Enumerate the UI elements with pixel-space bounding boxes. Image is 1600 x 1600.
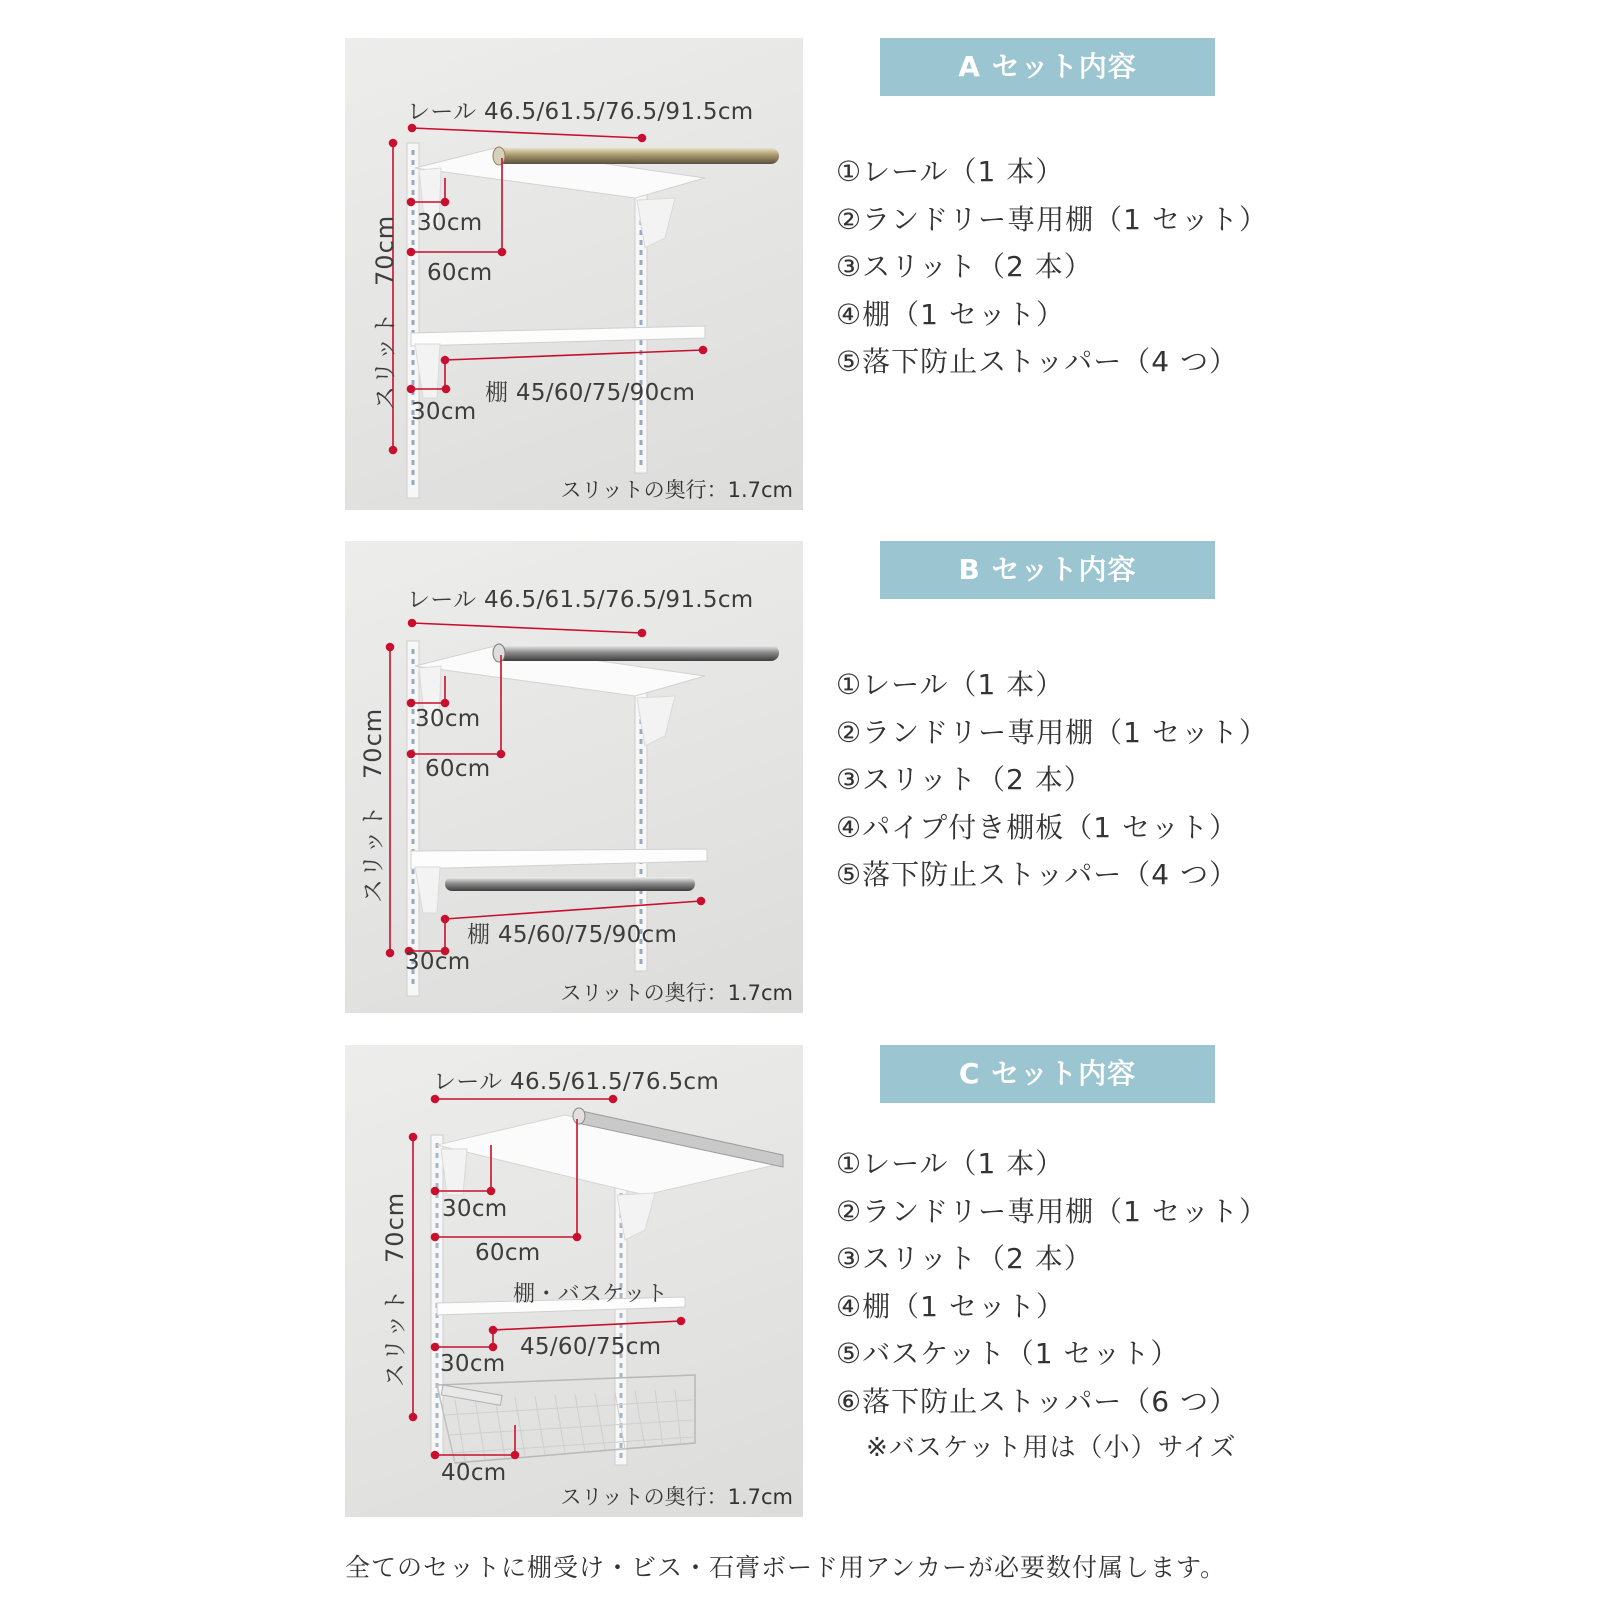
list-item: ④パイプ付き棚板（1 セット） <box>836 810 1238 844</box>
set-a-contents-list <box>836 148 1268 386</box>
list-item: ①レール（1 本） <box>836 1147 1065 1180</box>
slit-label: スリット 70cm <box>359 707 387 903</box>
dimension-30cm-bottom: 30cm <box>411 399 477 425</box>
list-item: ②ランドリー専用棚（1 セット） <box>836 202 1268 236</box>
dimension-30cm-bottom: 30cm <box>440 1351 506 1377</box>
left-bracket <box>441 1149 467 1195</box>
photo-set-c <box>345 1045 803 1517</box>
dimension-40cm: 40cm <box>441 1460 507 1486</box>
shelf-size-label: 棚 45/60/75/90cm <box>485 380 696 406</box>
rail-label: レール 46.5/61.5/76.5/91.5cm <box>407 99 754 125</box>
dimension-60cm: 60cm <box>425 756 491 782</box>
footer-note: 全てのセットに棚受け・ビス・石膏ボード用アンカーが必要数付属します。 <box>345 1553 1227 1582</box>
list-item: ①レール（1 本） <box>836 155 1065 188</box>
photo-set-b <box>345 541 803 1013</box>
slit-label: スリット 70cm <box>371 214 399 410</box>
rail <box>497 148 779 164</box>
list-item: ②ランドリー専用棚（1 セット） <box>836 715 1268 749</box>
rail-label: レール 46.5/61.5/76.5/91.5cm <box>407 587 754 613</box>
set-c-contents-list <box>836 1140 1268 1473</box>
rail-end <box>493 644 505 662</box>
list-item: ④棚（1 セット） <box>836 297 1065 331</box>
dimension-30cm-top: 30cm <box>415 706 481 732</box>
basket-size-note: ※バスケット用は（小）サイズ <box>866 1433 1237 1463</box>
list-item: ⑤落下防止ストッパー（4 つ） <box>836 858 1238 891</box>
list-item: ①レール（1 本） <box>836 668 1065 701</box>
slit-label: スリット 70cm <box>381 1191 409 1387</box>
list-item: ③スリット（2 本） <box>836 763 1093 796</box>
list-item: ④棚（1 セット） <box>836 1289 1065 1323</box>
list-item: ③スリット（2 本） <box>836 1242 1093 1275</box>
dimension-30cm-top: 30cm <box>417 210 483 236</box>
photo-set-a <box>345 38 803 510</box>
dimension-30cm-top: 30cm <box>442 1196 508 1222</box>
slit-depth-label: スリットの奥行：1.7cm <box>560 478 793 502</box>
slit-depth-label: スリットの奥行：1.7cm <box>560 981 793 1005</box>
set-c-header: C セット内容 <box>880 1045 1215 1103</box>
rail-end <box>573 1108 585 1124</box>
pipe-shelf <box>411 849 707 869</box>
set-b-contents-list <box>836 661 1268 899</box>
slit-depth-label: スリットの奥行：1.7cm <box>560 1485 793 1509</box>
rail-label: レール 46.5/61.5/76.5cm <box>433 1069 720 1095</box>
rail <box>497 645 779 661</box>
dimension-30cm-bottom: 30cm <box>405 949 471 975</box>
lower-shelf <box>411 326 705 346</box>
dimension-60cm: 60cm <box>427 260 493 286</box>
list-item: ⑤落下防止ストッパー（4 つ） <box>836 345 1238 378</box>
list-item: ⑤バスケット（1 セット） <box>836 1337 1180 1370</box>
basket <box>437 1375 695 1463</box>
shelf-basket-label: 棚・バスケット <box>513 1282 669 1307</box>
shelf-basket-sizes: 45/60/75cm <box>520 1334 662 1360</box>
shelf-size-label: 棚 45/60/75/90cm <box>467 922 678 948</box>
shelf-pipe <box>445 877 695 891</box>
rail-end <box>493 147 505 165</box>
set-b-header: B セット内容 <box>880 541 1215 599</box>
set-a-header: A セット内容 <box>880 38 1215 96</box>
list-item: ②ランドリー専用棚（1 セット） <box>836 1194 1268 1228</box>
list-item: ③スリット（2 本） <box>836 250 1093 283</box>
list-item: ⑥落下防止ストッパー（6 つ） <box>836 1384 1238 1418</box>
dimension-60cm: 60cm <box>475 1240 541 1266</box>
